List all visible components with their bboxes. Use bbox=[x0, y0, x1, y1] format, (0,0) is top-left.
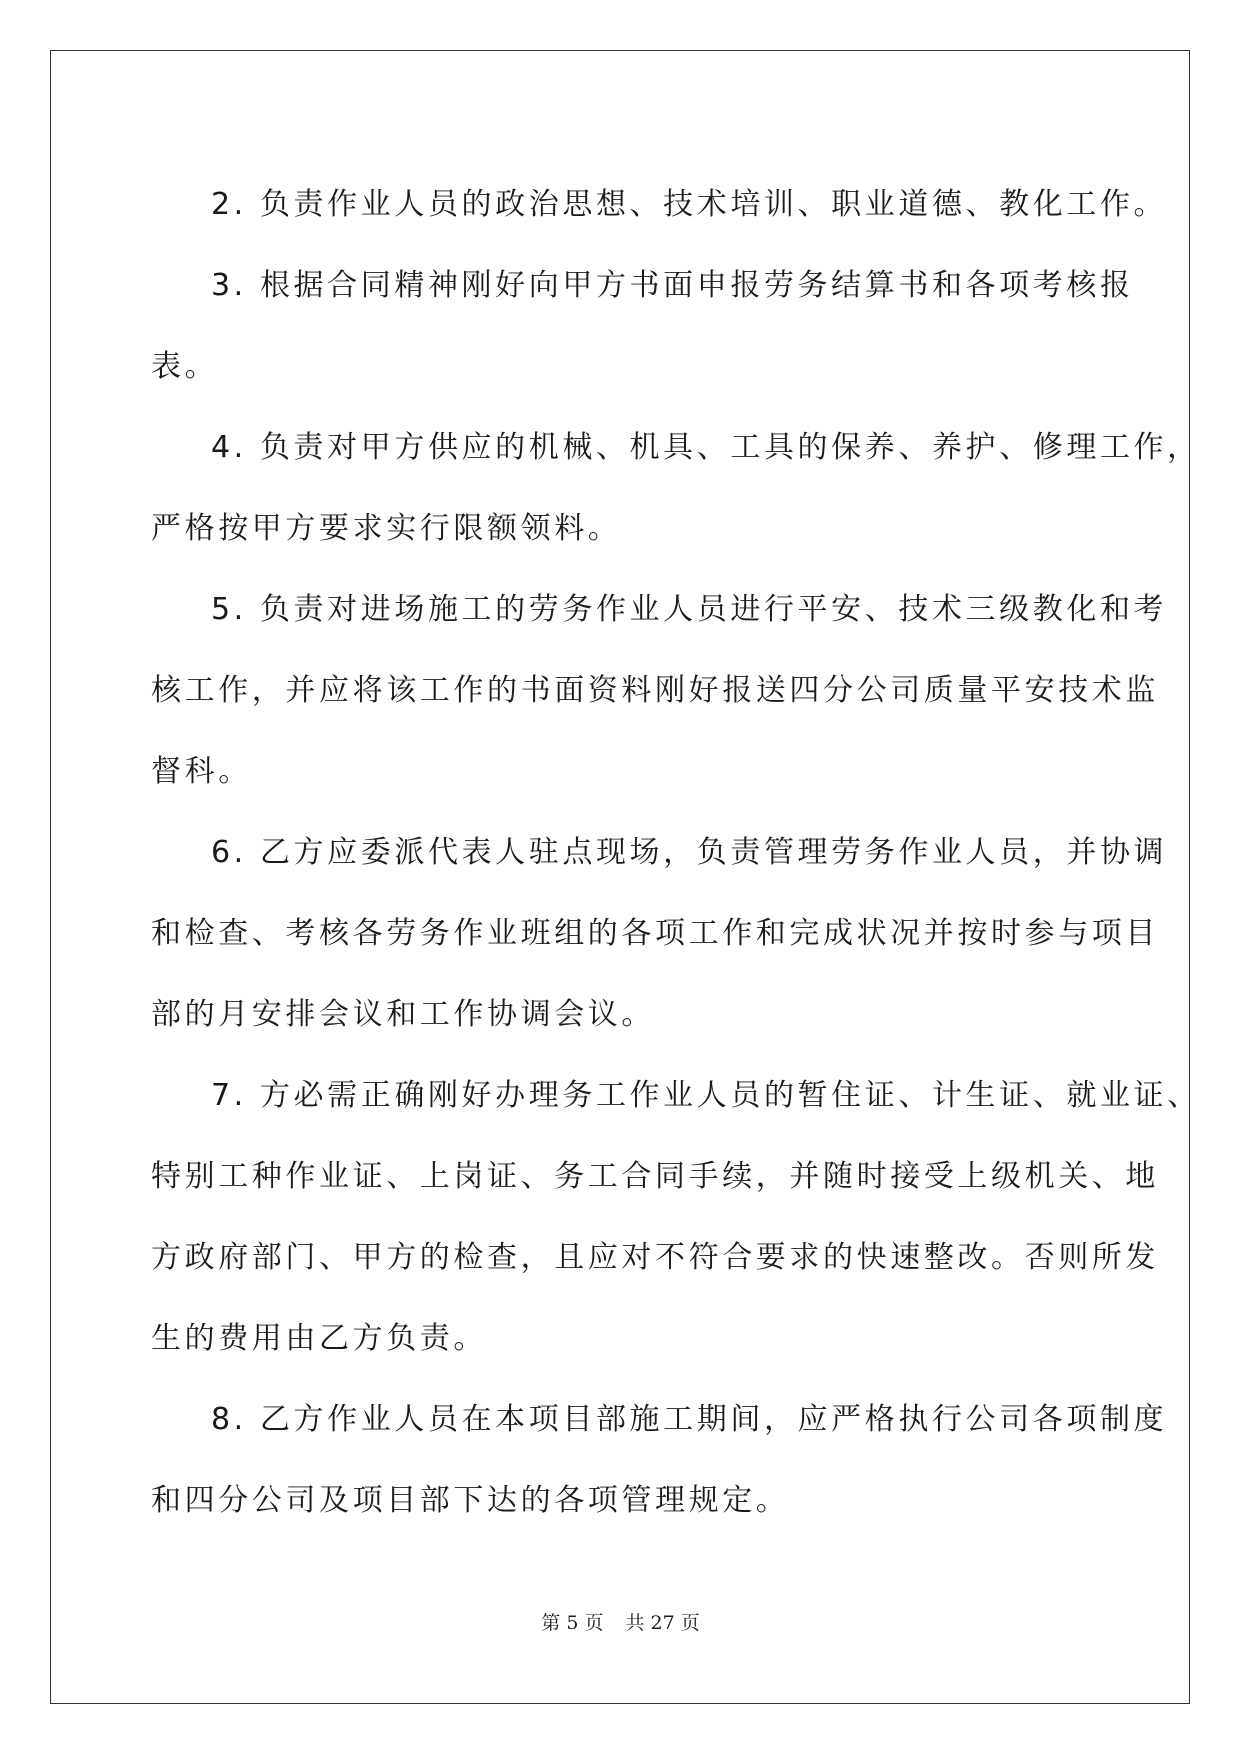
text-line: 6. 乙方应委派代表人驻点现场，负责管理劳务作业人员，并协调 bbox=[211, 835, 1168, 870]
paragraph-item-4 bbox=[151, 407, 1201, 569]
page-footer bbox=[0, 1608, 1241, 1635]
text-line: 8. 乙方作业人员在本项目部施工期间，应严格执行公司各项制度 bbox=[211, 1402, 1168, 1437]
text-line: 7. 方必需正确刚好办理务工作业人员的暂住证、计生证、就业证、 bbox=[211, 1078, 1201, 1113]
paragraph-item-5 bbox=[151, 569, 1168, 812]
text-line: 督科。 bbox=[151, 754, 252, 789]
text-line: 和四分公司及项目部下达的各项管理规定。 bbox=[151, 1483, 790, 1518]
text-line: 2. 负责作业人员的政治思想、技术培训、职业道德、教化工作。 bbox=[211, 187, 1168, 222]
text-line: 核工作，并应将该工作的书面资料刚好报送四分公司质量平安技术监 bbox=[151, 673, 1159, 708]
text-line: 严格按甲方要求实行限额领料。 bbox=[151, 511, 622, 546]
document-body bbox=[151, 164, 1201, 1541]
paragraph-item-2 bbox=[151, 164, 1168, 245]
page-number: 第 5 页 bbox=[541, 1612, 604, 1634]
text-line: 3. 根据合同精神刚好向甲方书面申报劳务结算书和各项考核报 bbox=[211, 268, 1134, 303]
text-line: 部的月安排会议和工作协调会议。 bbox=[151, 997, 655, 1032]
text-line: 4. 负责对甲方供应的机械、机具、工具的保养、养护、修理工作， bbox=[211, 430, 1201, 465]
total-pages: 共 27 页 bbox=[625, 1612, 700, 1634]
text-line: 生的费用由乙方负责。 bbox=[151, 1321, 487, 1356]
text-line: 和检查、考核各劳务作业班组的各项工作和完成状况并按时参与项目 bbox=[151, 916, 1159, 951]
text-line: 5. 负责对进场施工的劳务作业人员进行平安、技术三级教化和考 bbox=[211, 592, 1168, 627]
text-line: 特别工种作业证、上岗证、务工合同手续，并随时接受上级机关、地 bbox=[151, 1159, 1159, 1194]
paragraph-item-7 bbox=[151, 1055, 1201, 1379]
paragraph-item-6 bbox=[151, 812, 1168, 1055]
text-line: 表。 bbox=[151, 349, 219, 384]
text-line: 方政府部门、甲方的检查，且应对不符合要求的快速整改。否则所发 bbox=[151, 1240, 1159, 1275]
paragraph-item-3 bbox=[151, 245, 1134, 407]
paragraph-item-8 bbox=[151, 1379, 1168, 1541]
